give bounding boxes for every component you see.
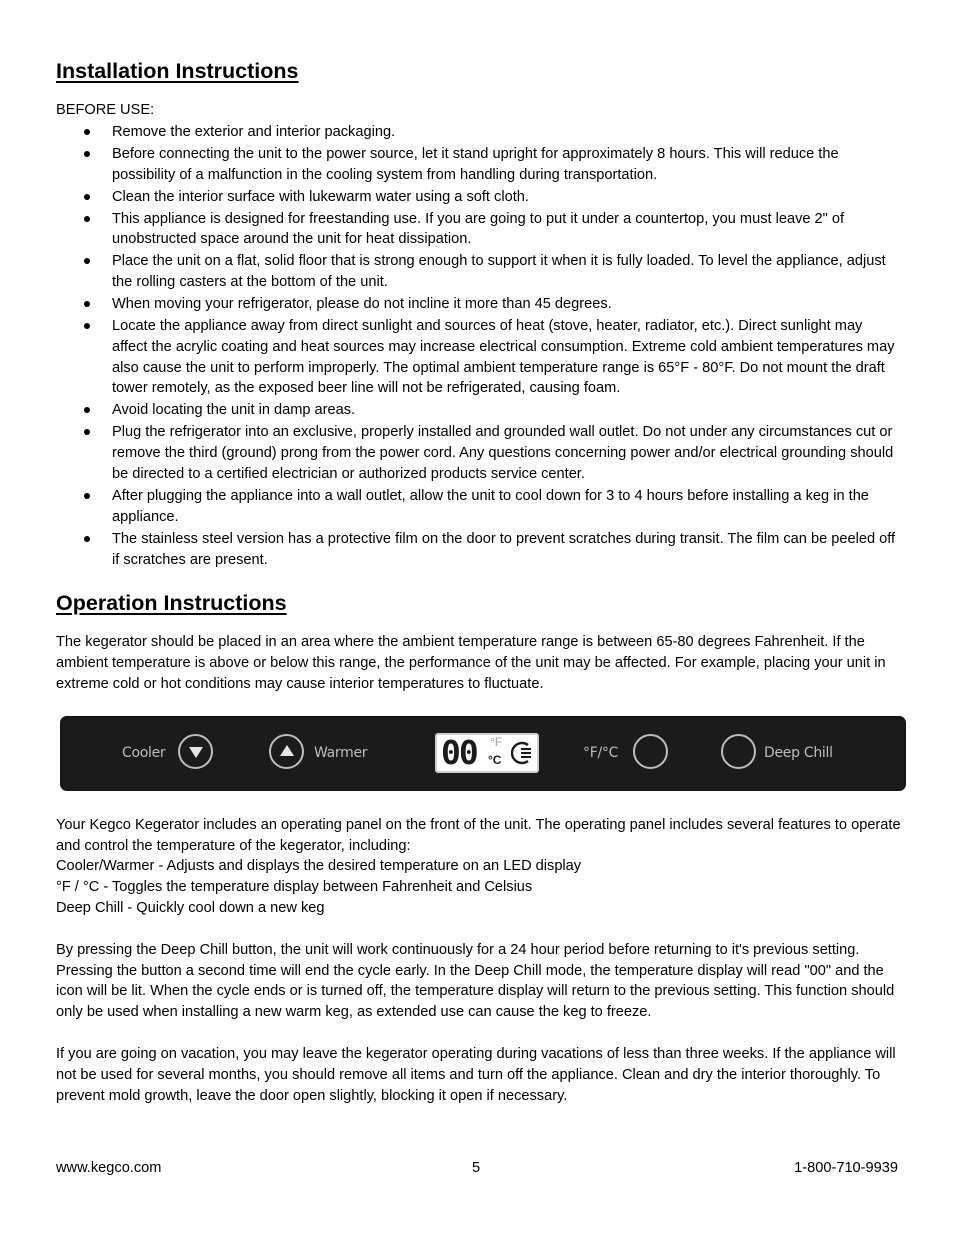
bullet-icon: [84, 407, 90, 413]
bullet-icon: [84, 194, 90, 200]
installation-bullet-list: [56, 122, 901, 571]
feature-line: Cooler/Warmer - Adjusts and displays the desired temperature on an LED display: [56, 858, 582, 875]
deep-chill-label: Deep Chill: [764, 744, 833, 761]
list-item: The stainless steel version has a protective film on the door to prevent scratches during transit. The film can be peeled off if scratches are present.: [56, 529, 901, 571]
arrow-down-icon: [189, 747, 203, 758]
feature-line: °F / °C - Toggles the temperature display between Fahrenheit and Celsius: [56, 879, 533, 896]
celsius-indicator: °C: [488, 752, 502, 767]
fahrenheit-indicator: °F: [490, 734, 503, 749]
operation-intro: The kegerator should be placed in an area where the ambient temperature range is between 65-80 degrees Fahrenheit. If the ambient temperature is above or below this range, the performance of the unit may be affected. For example, placing your unit in extreme cold or hot conditions may cause interior temperatures to fluctuate.: [56, 634, 886, 692]
list-item: Plug the refrigerator into an exclusive, properly installed and grounded wall outlet. Do not under any circumstances cut or remove the third (ground) prong from the power cord. Any questions concerning power and/or electrical grounding should be directed to a certified electrician or authorized products service center.: [56, 422, 901, 484]
bullet-icon: [84, 216, 90, 222]
arrow-up-icon: [280, 745, 294, 756]
bullet-icon: [84, 258, 90, 264]
footer-website: www.kegco.com: [56, 1160, 162, 1176]
bullet-icon: [84, 151, 90, 157]
bullet-icon: [84, 301, 90, 307]
list-item: Place the unit on a flat, solid floor that is strong enough to support it when it is fully loaded. To level the appliance, adjust the rolling casters at the bottom of the unit.: [56, 251, 901, 293]
temperature-display: [435, 733, 539, 773]
list-item: After plugging the appliance into a wall outlet, allow the unit to cool down for 3 to 4 hours before installing a keg in the appliance.: [56, 486, 901, 528]
list-item: When moving your refrigerator, please do not incline it more than 45 degrees.: [56, 294, 901, 315]
installation-title: Installation Instructions: [56, 59, 299, 83]
document-page: [56, 56, 901, 1106]
display-digits: 00: [441, 732, 477, 772]
operation-title: Operation Instructions: [56, 591, 287, 616]
before-use-label: BEFORE USE:: [56, 102, 155, 118]
list-item: Remove the exterior and interior packaging.: [56, 122, 901, 143]
page-number: 5: [472, 1160, 481, 1176]
bullet-icon: [84, 536, 90, 542]
bullet-icon: [84, 429, 90, 435]
deep-chill-button: [721, 734, 756, 769]
deep-chill-paragraph: By pressing the Deep Chill button, the unit will work continuously for a 24 hour period before returning to it's previous setting. Pressing the button a second time will end the cycle early. In the Deep Chill mode, the temperature display will read "00" and the icon will be lit. When the cycle ends or is turned off, the temperature display will return to the previous setting. This function should only be used when installing a new warm keg, as extended use can cause the keg to freeze.: [56, 941, 895, 1021]
list-item: Locate the appliance away from direct sunlight and sources of heat (stove, heater, radiator, etc.). Direct sunlight may affect the acrylic coating and heat sources may increase electrical consumption. Extreme cold ambient temperatures may also cause the unit to perform improperly. The optimal ambient temperature range is 65°F - 80°F. Do not mount the draft tower remotely, as the exposed beer line will not be refrigerated, causing foam.: [56, 316, 901, 399]
units-toggle-button: [633, 734, 668, 769]
deep-chill-icon: [511, 740, 533, 766]
control-panel-image: [60, 716, 906, 791]
warmer-label: Warmer: [314, 744, 368, 761]
page-footer: [56, 1158, 898, 1178]
warmer-button: [269, 734, 304, 769]
list-item: Clean the interior surface with lukewarm water using a soft cloth.: [56, 187, 901, 208]
bullet-icon: [84, 323, 90, 329]
units-label: °F/°C: [583, 744, 619, 761]
cooler-button: [178, 734, 213, 769]
footer-phone: 1-800-710-9939: [794, 1160, 898, 1176]
features-intro: Your Kegco Kegerator includes an operating panel on the front of the unit. The operating panel includes several features to operate and control the temperature of the kegerator, including: Cooler/Warmer - Adjusts and displays the desired temperature on an LED display °F / °C - Toggles the temperature display between Fahrenheit and Celsius Deep Chill - Quickly cool down a new keg: [56, 816, 901, 916]
list-item: This appliance is designed for freestanding use. If you are going to put it under a countertop, you must leave 2" of unobstructed space around the unit for heat dissipation.: [56, 209, 901, 251]
list-item: Avoid locating the unit in damp areas.: [56, 400, 901, 421]
bullet-icon: [84, 129, 90, 135]
vacation-paragraph: If you are going on vacation, you may leave the kegerator operating during vacations of less than three weeks. If the appliance will not be used for several months, you should remove all items and turn off the appliance. Clean and dry the interior thoroughly. To prevent mold growth, leave the door open slightly, blocking it open if necessary.: [56, 1045, 896, 1104]
feature-line: Deep Chill - Quickly cool down a new keg: [56, 899, 325, 916]
bullet-icon: [84, 493, 90, 499]
list-item: Before connecting the unit to the power source, let it stand upright for approximately 8 hours. This will reduce the possibility of a malfunction in the cooling system from handling during transportation.: [56, 144, 901, 186]
cooler-label: Cooler: [122, 744, 166, 761]
